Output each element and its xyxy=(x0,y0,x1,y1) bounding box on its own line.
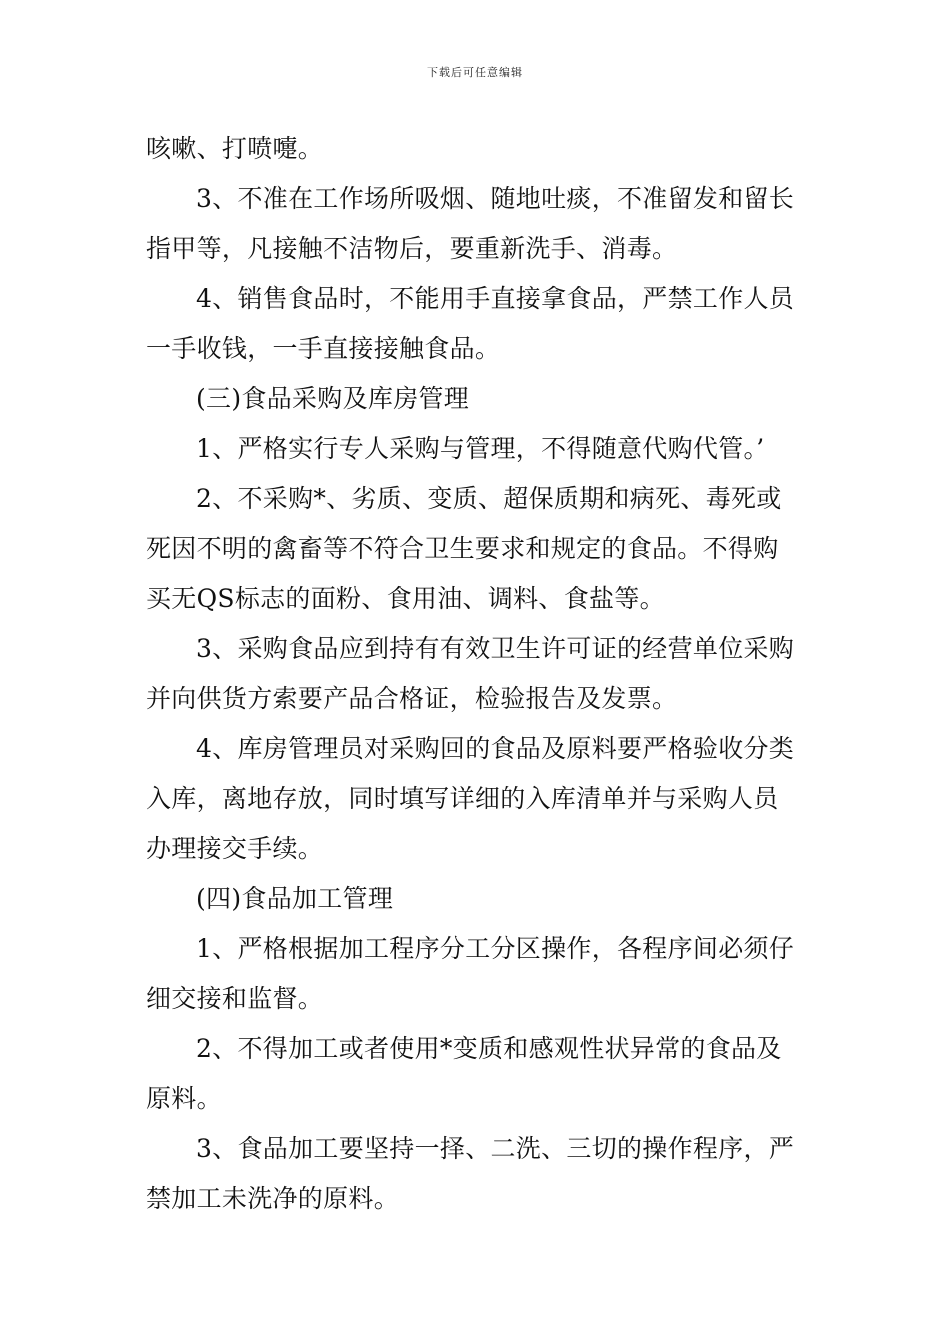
paragraph-line: 指甲等，凡接触不洁物后，要重新洗手、消毒。 xyxy=(146,234,678,263)
document-body xyxy=(146,124,810,1224)
paragraph-line: 3、不准在工作场所吸烟、随地吐痰，不准留发和留长 xyxy=(196,184,795,213)
paragraph-line: 细交接和监督。 xyxy=(146,984,324,1013)
paragraph-line: 2、不采购*、劣质、变质、超保质期和病死、毒死或 xyxy=(196,484,782,513)
paragraph-line: 买无QS标志的面粉、食用油、调料、食盐等。 xyxy=(146,584,665,613)
paragraph-line: 1、严格实行专人采购与管理，不得随意代购代管。’ xyxy=(196,434,765,463)
paragraph-line: 入库，离地存放，同时填写详细的入库清单并与采购人员 xyxy=(146,784,779,813)
paragraph-line: 1、严格根据加工程序分工分区操作，各程序间必须仔 xyxy=(196,934,795,963)
section-heading: (三)食品采购及库房管理 xyxy=(196,384,470,413)
paragraph-line: 原料。 xyxy=(146,1084,222,1113)
paragraph-line: 3、食品加工要坚持一择、二洗、三切的操作程序，严 xyxy=(196,1134,795,1163)
paragraph-line: 2、不得加工或者使用*变质和感观性状异常的食品及 xyxy=(196,1034,782,1063)
paragraph-line: 咳嗽、打喷嚏。 xyxy=(146,134,324,163)
paragraph-line: 4、库房管理员对采购回的食品及原料要严格验收分类 xyxy=(196,734,795,763)
page-header: 下载后可任意编辑 xyxy=(427,66,523,79)
paragraph-line: 4、销售食品时，不能用手直接拿食品，严禁工作人员 xyxy=(196,284,795,313)
paragraph-line: 并向供货方索要产品合格证，检验报告及发票。 xyxy=(146,684,678,713)
paragraph-line: 3、采购食品应到持有有效卫生许可证的经营单位采购 xyxy=(196,634,795,663)
section-heading: (四)食品加工管理 xyxy=(196,884,394,913)
paragraph-line: 一手收钱，一手直接接触食品。 xyxy=(146,334,501,363)
paragraph-line: 死因不明的禽畜等不符合卫生要求和规定的食品。不得购 xyxy=(146,534,779,563)
paragraph-line: 禁加工未洗净的原料。 xyxy=(146,1184,400,1213)
paragraph-line: 办理接交手续。 xyxy=(146,834,324,863)
